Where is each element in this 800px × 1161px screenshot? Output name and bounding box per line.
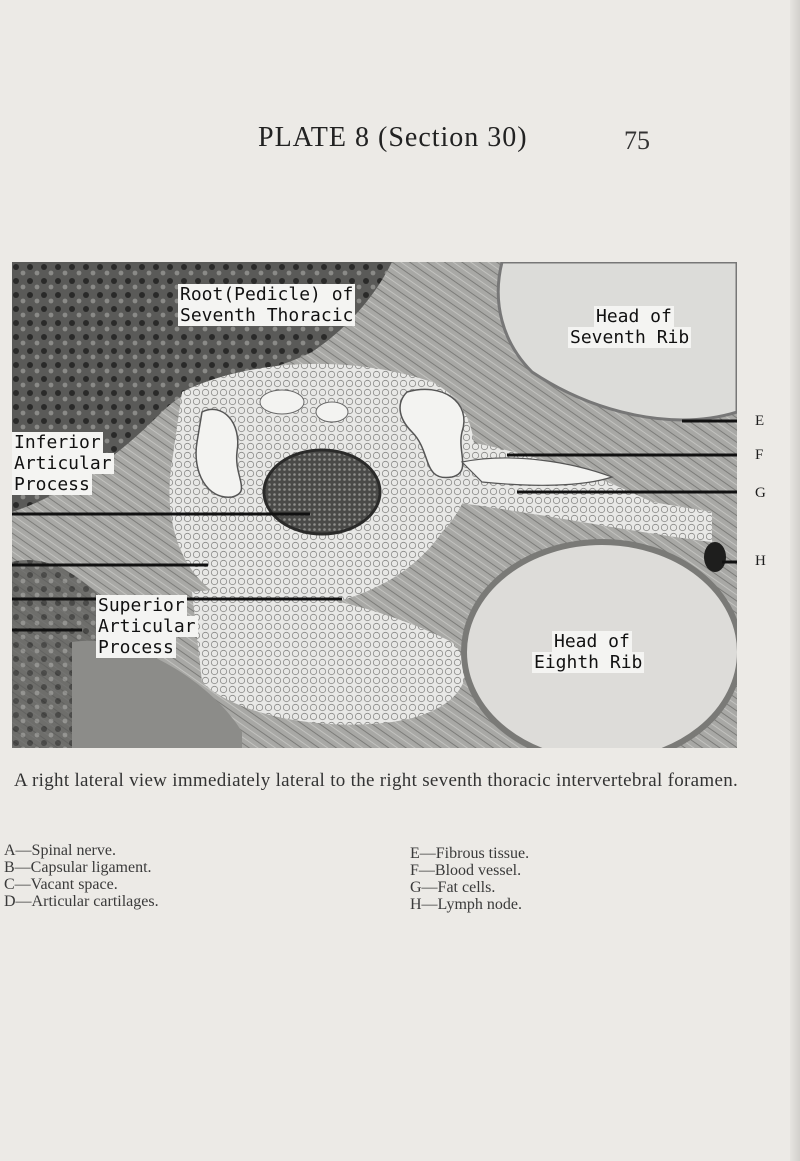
label-eighth-rib-line1: Head of (554, 631, 630, 652)
legend-item-g: G—Fat cells. (410, 879, 496, 896)
label-inferior-line2: Articular (14, 453, 112, 474)
legend-item-f: F—Blood vessel. (410, 862, 522, 879)
label-seventh-rib-line2: Seventh Rib (570, 327, 690, 348)
page-header (0, 120, 800, 160)
legend-item-c: C—Vacant space. (4, 876, 118, 893)
label-pedicle-line1: Root(Pedicle) of (180, 284, 354, 305)
legend-item-e: E—Fibrous tissue. (410, 845, 530, 862)
legend-item-a: A—Spinal nerve. (4, 842, 116, 859)
label-pedicle-line2: Seventh Thoracic (180, 305, 354, 326)
page-number: 75 (624, 126, 650, 155)
label-superior-line1: Superior (98, 595, 185, 616)
letter-h: H (755, 553, 766, 569)
letter-g: G (755, 485, 766, 501)
label-inferior-articular-process (12, 432, 114, 495)
label-superior-line2: Articular (98, 616, 196, 637)
legend-item-h: H—Lymph node. (410, 896, 522, 913)
plate-title: PLATE 8 (Section 30) (258, 122, 528, 153)
legend-item-b: B—Capsular ligament. (4, 859, 152, 876)
figure-caption: A right lateral view immediately lateral to the right seventh thoracic intervertebral foramen. (14, 770, 739, 791)
label-inferior-line3: Process (14, 474, 90, 495)
letter-e: E (755, 413, 765, 429)
label-inferior-line1: Inferior (14, 432, 101, 453)
legend-right (410, 845, 529, 913)
legend-left (4, 842, 159, 910)
letter-f: F (755, 447, 764, 463)
legend-item-d: D—Articular cartilages. (4, 893, 159, 910)
page-edge (790, 0, 800, 1161)
label-pedicle (178, 284, 355, 326)
label-eighth-rib (532, 631, 644, 673)
label-eighth-rib-line2: Eighth Rib (534, 652, 643, 673)
label-superior-line3: Process (98, 637, 174, 658)
label-seventh-rib (568, 306, 691, 348)
histology-plate (12, 262, 737, 748)
label-superior-articular-process (96, 595, 198, 658)
label-seventh-rib-line1: Head of (596, 306, 672, 327)
